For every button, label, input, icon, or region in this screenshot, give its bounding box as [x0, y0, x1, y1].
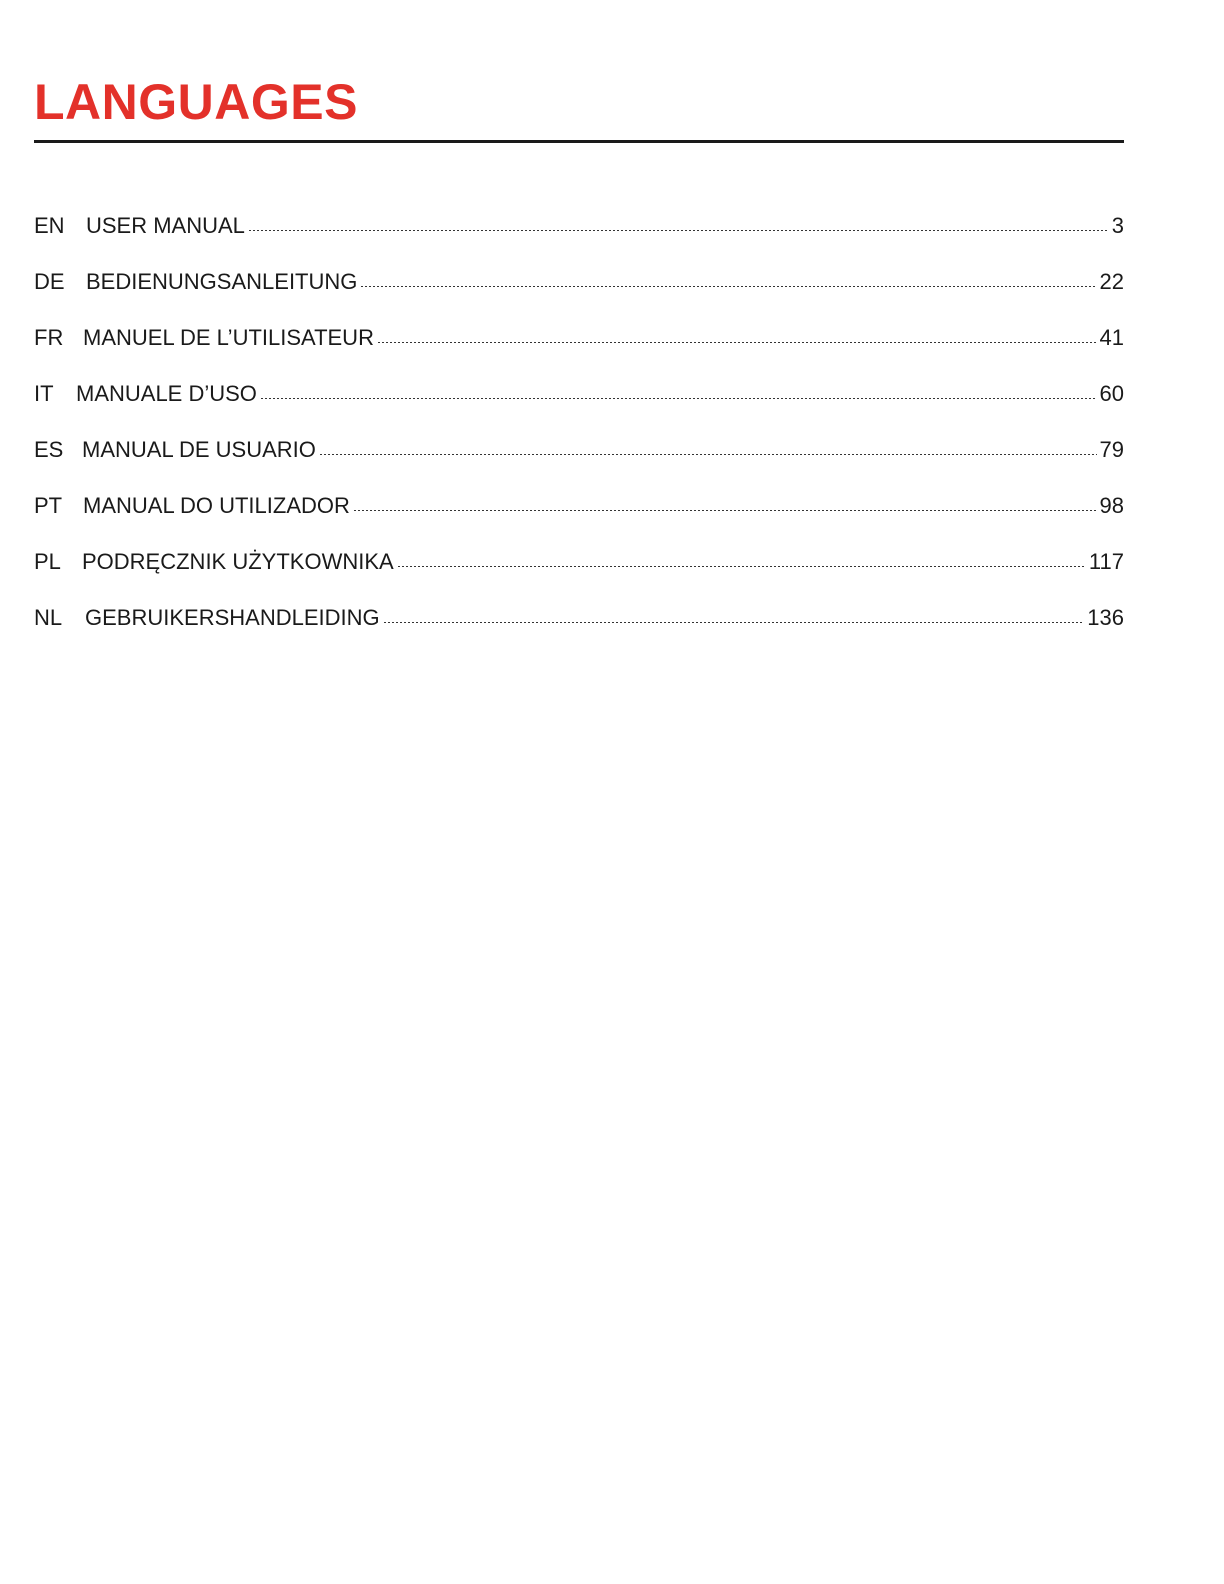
manual-title: MANUAL DE USUARIO: [82, 437, 316, 462]
manual-title: MANUEL DE L’UTILISATEUR: [83, 325, 374, 350]
page-number: 79: [1099, 437, 1124, 462]
title-divider: [34, 140, 1124, 143]
page-number: 41: [1099, 325, 1124, 350]
page-number: 98: [1099, 493, 1124, 518]
dot-leader: [319, 454, 1097, 455]
language-code: IT: [34, 381, 54, 406]
language-code: PL: [34, 549, 61, 574]
page-number: 117: [1088, 549, 1124, 574]
manual-title: BEDIENUNGSANLEITUNG: [86, 269, 358, 294]
manual-title: PODRĘCZNIK UŻYTKOWNIKA: [82, 549, 394, 574]
table-of-contents: [34, 198, 1124, 646]
language-code: FR: [34, 325, 64, 350]
toc-entry-nl[interactable]: [34, 590, 1124, 646]
dot-leader: [377, 342, 1097, 343]
dot-leader: [260, 398, 1097, 399]
page-number: 22: [1099, 269, 1124, 294]
manual-title: GEBRUIKERSHANDLEIDING: [85, 605, 380, 630]
dot-leader: [360, 286, 1096, 287]
toc-entry-it[interactable]: [34, 366, 1124, 422]
toc-entry-pl[interactable]: [34, 534, 1124, 590]
toc-entry-es[interactable]: [34, 422, 1124, 478]
dot-leader: [383, 622, 1085, 623]
language-code: EN: [34, 213, 65, 238]
language-code: DE: [34, 269, 65, 294]
page-number: 60: [1099, 381, 1124, 406]
page-title: LANGUAGES: [34, 74, 358, 130]
manual-title: USER MANUAL: [86, 213, 245, 238]
toc-entry-en[interactable]: [34, 198, 1124, 254]
language-code: NL: [34, 605, 63, 630]
toc-entry-fr[interactable]: [34, 310, 1124, 366]
language-code: ES: [34, 437, 64, 462]
toc-entry-de[interactable]: [34, 254, 1124, 310]
manual-title: MANUALE D’USO: [76, 381, 257, 406]
toc-entry-pt[interactable]: [34, 478, 1124, 534]
dot-leader: [248, 230, 1109, 231]
language-code: PT: [34, 493, 63, 518]
page-number: 3: [1111, 213, 1124, 238]
manual-title: MANUAL DO UTILIZADOR: [83, 493, 350, 518]
dot-leader: [397, 566, 1086, 567]
dot-leader: [353, 510, 1097, 511]
page-number: 136: [1087, 605, 1124, 630]
